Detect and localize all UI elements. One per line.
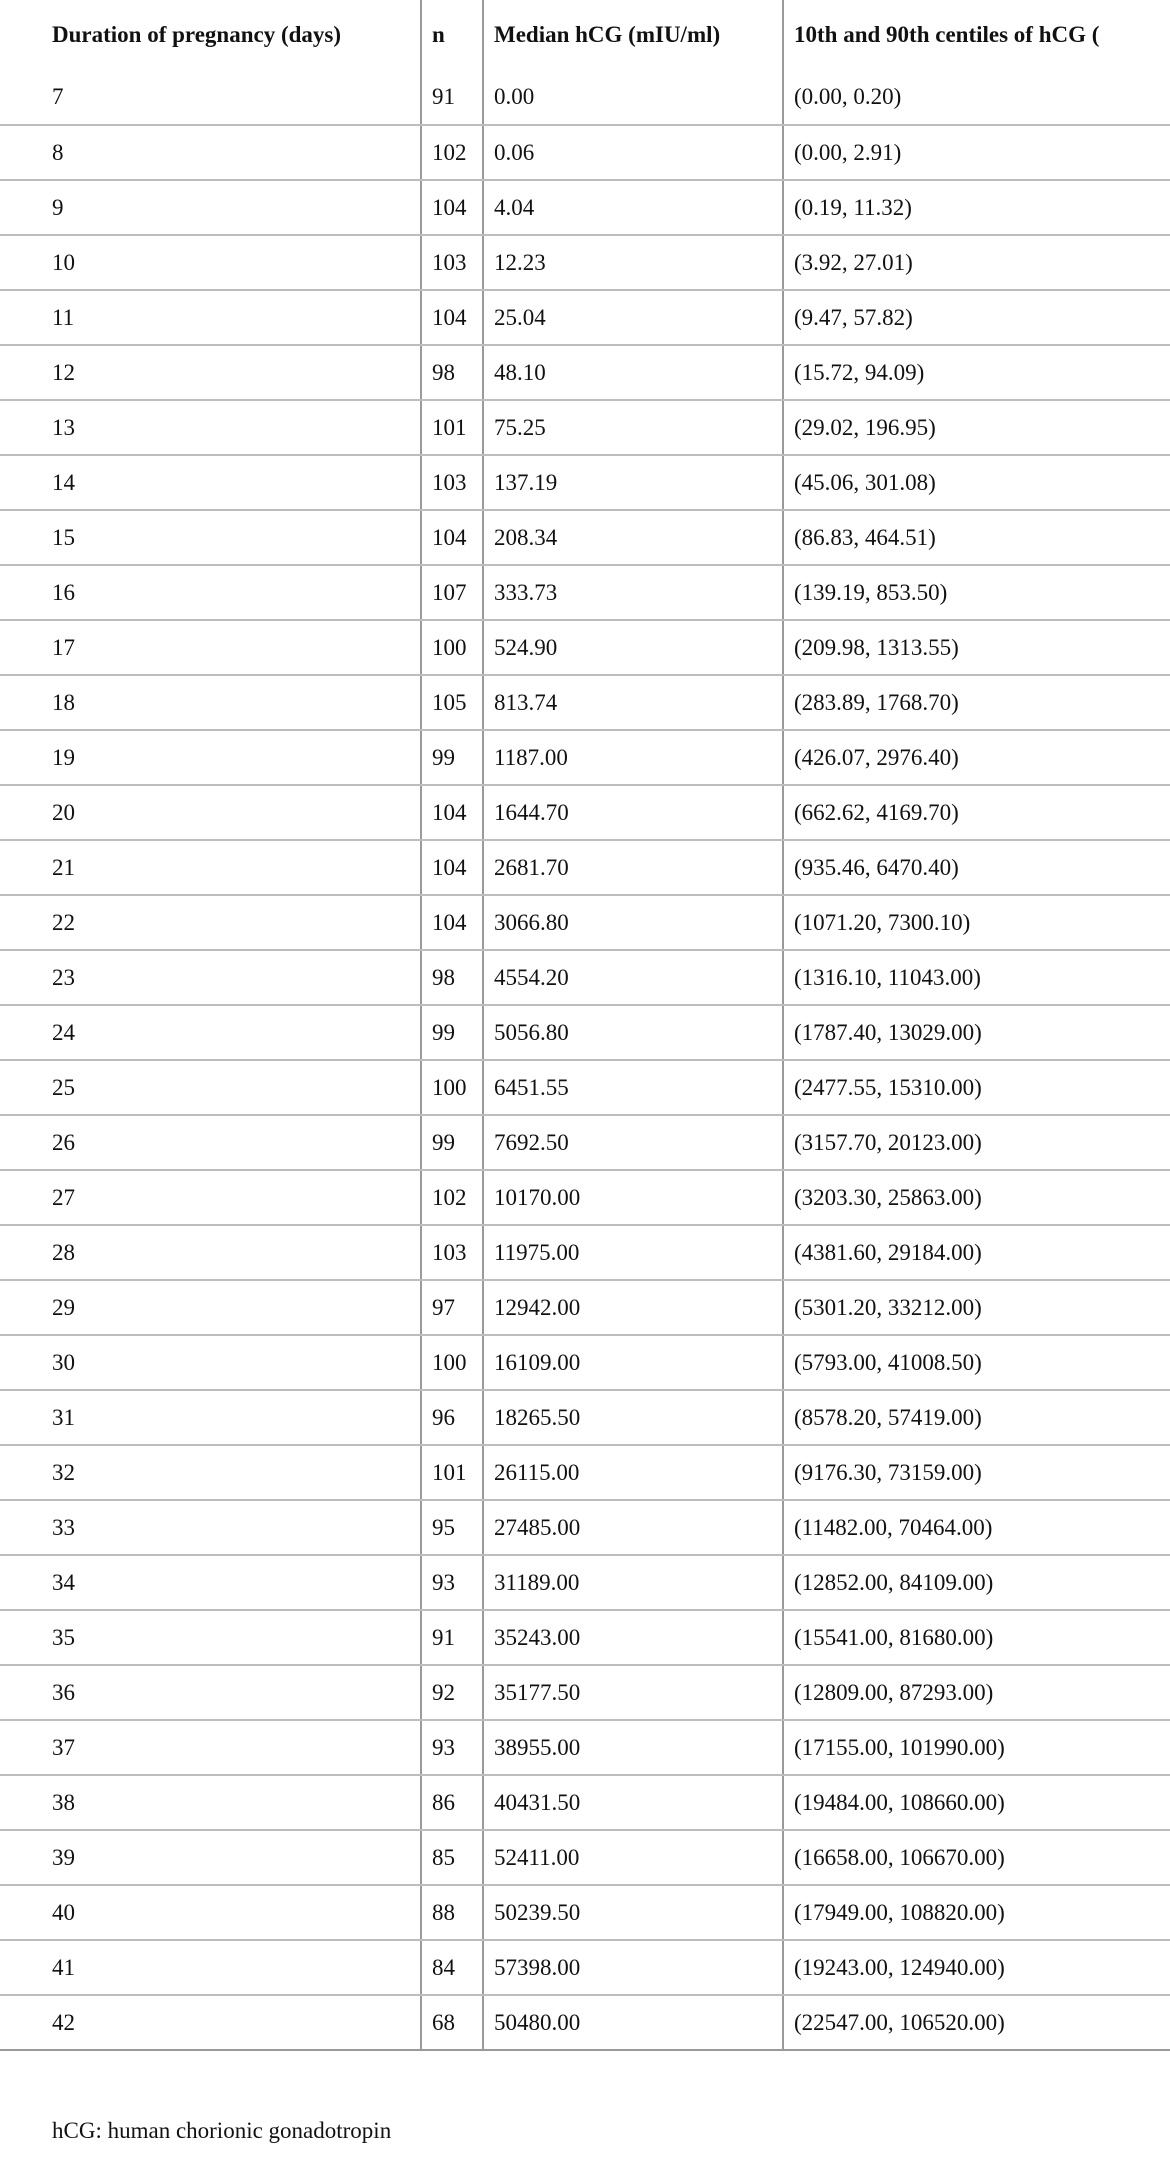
cell-duration-days: 27 <box>0 1170 421 1225</box>
cell-centiles: (12852.00, 84109.00) <box>783 1555 1170 1610</box>
cell-median-hcg: 524.90 <box>483 620 783 675</box>
cell-duration-days: 9 <box>0 180 421 235</box>
cell-centiles: (17155.00, 101990.00) <box>783 1720 1170 1775</box>
cell-centiles: (209.98, 1313.55) <box>783 620 1170 675</box>
cell-centiles: (12809.00, 87293.00) <box>783 1665 1170 1720</box>
cell-median-hcg: 75.25 <box>483 400 783 455</box>
cell-median-hcg: 11975.00 <box>483 1225 783 1280</box>
table-row <box>0 510 1170 565</box>
table-row <box>0 455 1170 510</box>
table-row <box>0 1500 1170 1555</box>
cell-duration-days: 26 <box>0 1115 421 1170</box>
cell-duration-days: 30 <box>0 1335 421 1390</box>
cell-duration-days: 7 <box>0 70 421 125</box>
cell-median-hcg: 31189.00 <box>483 1555 783 1610</box>
cell-duration-days: 35 <box>0 1610 421 1665</box>
cell-n: 99 <box>421 1115 483 1170</box>
cell-median-hcg: 38955.00 <box>483 1720 783 1775</box>
cell-n: 100 <box>421 620 483 675</box>
table-row <box>0 1115 1170 1170</box>
cell-median-hcg: 4554.20 <box>483 950 783 1005</box>
cell-median-hcg: 35177.50 <box>483 1665 783 1720</box>
cell-centiles: (139.19, 853.50) <box>783 565 1170 620</box>
table-row <box>0 1940 1170 1995</box>
cell-n: 105 <box>421 675 483 730</box>
cell-median-hcg: 26115.00 <box>483 1445 783 1500</box>
table-row <box>0 1335 1170 1390</box>
cell-median-hcg: 4.04 <box>483 180 783 235</box>
cell-centiles: (8578.20, 57419.00) <box>783 1390 1170 1445</box>
cell-centiles: (29.02, 196.95) <box>783 400 1170 455</box>
cell-median-hcg: 16109.00 <box>483 1335 783 1390</box>
cell-centiles: (15541.00, 81680.00) <box>783 1610 1170 1665</box>
cell-centiles: (1316.10, 11043.00) <box>783 950 1170 1005</box>
cell-duration-days: 23 <box>0 950 421 1005</box>
header-n: n <box>421 0 483 70</box>
cell-median-hcg: 50239.50 <box>483 1885 783 1940</box>
cell-median-hcg: 7692.50 <box>483 1115 783 1170</box>
cell-duration-days: 14 <box>0 455 421 510</box>
cell-n: 85 <box>421 1830 483 1885</box>
cell-median-hcg: 50480.00 <box>483 1995 783 2050</box>
cell-median-hcg: 0.06 <box>483 125 783 180</box>
cell-median-hcg: 40431.50 <box>483 1775 783 1830</box>
cell-duration-days: 12 <box>0 345 421 400</box>
table-row <box>0 950 1170 1005</box>
cell-n: 107 <box>421 565 483 620</box>
cell-n: 93 <box>421 1720 483 1775</box>
cell-n: 98 <box>421 950 483 1005</box>
cell-duration-days: 8 <box>0 125 421 180</box>
cell-median-hcg: 208.34 <box>483 510 783 565</box>
table-row <box>0 1060 1170 1115</box>
cell-centiles: (9176.30, 73159.00) <box>783 1445 1170 1500</box>
cell-duration-days: 37 <box>0 1720 421 1775</box>
cell-centiles: (3157.70, 20123.00) <box>783 1115 1170 1170</box>
table-row <box>0 400 1170 455</box>
cell-n: 84 <box>421 1940 483 1995</box>
table-row <box>0 565 1170 620</box>
cell-centiles: (16658.00, 106670.00) <box>783 1830 1170 1885</box>
cell-centiles: (19484.00, 108660.00) <box>783 1775 1170 1830</box>
table-row <box>0 1005 1170 1060</box>
table-row <box>0 345 1170 400</box>
cell-median-hcg: 1187.00 <box>483 730 783 785</box>
cell-duration-days: 11 <box>0 290 421 345</box>
cell-centiles: (935.46, 6470.40) <box>783 840 1170 895</box>
table-row <box>0 1445 1170 1500</box>
cell-n: 68 <box>421 1995 483 2050</box>
cell-median-hcg: 10170.00 <box>483 1170 783 1225</box>
cell-centiles: (9.47, 57.82) <box>783 290 1170 345</box>
cell-centiles: (19243.00, 124940.00) <box>783 1940 1170 1995</box>
cell-n: 91 <box>421 1610 483 1665</box>
cell-centiles: (45.06, 301.08) <box>783 455 1170 510</box>
cell-centiles: (283.89, 1768.70) <box>783 675 1170 730</box>
cell-duration-days: 39 <box>0 1830 421 1885</box>
cell-median-hcg: 35243.00 <box>483 1610 783 1665</box>
cell-n: 103 <box>421 1225 483 1280</box>
cell-duration-days: 22 <box>0 895 421 950</box>
table-row <box>0 1885 1170 1940</box>
cell-n: 95 <box>421 1500 483 1555</box>
cell-centiles: (86.83, 464.51) <box>783 510 1170 565</box>
cell-centiles: (3.92, 27.01) <box>783 235 1170 290</box>
header-duration: Duration of pregnancy (days) <box>52 22 342 47</box>
cell-centiles: (11482.00, 70464.00) <box>783 1500 1170 1555</box>
cell-centiles: (1071.20, 7300.10) <box>783 895 1170 950</box>
table-row <box>0 730 1170 785</box>
cell-median-hcg: 3066.80 <box>483 895 783 950</box>
cell-duration-days: 20 <box>0 785 421 840</box>
table-row <box>0 1775 1170 1830</box>
cell-centiles: (15.72, 94.09) <box>783 345 1170 400</box>
header-centiles: 10th and 90th centiles of hCG ( <box>783 0 1170 70</box>
cell-n: 99 <box>421 730 483 785</box>
cell-duration-days: 36 <box>0 1665 421 1720</box>
cell-centiles: (3203.30, 25863.00) <box>783 1170 1170 1225</box>
cell-n: 93 <box>421 1555 483 1610</box>
cell-duration-days: 25 <box>0 1060 421 1115</box>
table-row <box>0 125 1170 180</box>
table-row <box>0 1995 1170 2050</box>
table-row <box>0 1610 1170 1665</box>
cell-n: 91 <box>421 70 483 125</box>
cell-duration-days: 38 <box>0 1775 421 1830</box>
cell-n: 104 <box>421 290 483 345</box>
cell-duration-days: 17 <box>0 620 421 675</box>
cell-centiles: (662.62, 4169.70) <box>783 785 1170 840</box>
table-row <box>0 1390 1170 1445</box>
table-row <box>0 70 1170 125</box>
cell-median-hcg: 813.74 <box>483 675 783 730</box>
table-row <box>0 1830 1170 1885</box>
cell-n: 100 <box>421 1335 483 1390</box>
table-row <box>0 675 1170 730</box>
cell-duration-days: 41 <box>0 1940 421 1995</box>
table-row <box>0 895 1170 950</box>
cell-n: 86 <box>421 1775 483 1830</box>
cell-centiles: (1787.40, 13029.00) <box>783 1005 1170 1060</box>
cell-median-hcg: 52411.00 <box>483 1830 783 1885</box>
cell-centiles: (17949.00, 108820.00) <box>783 1885 1170 1940</box>
cell-median-hcg: 27485.00 <box>483 1500 783 1555</box>
cell-median-hcg: 12942.00 <box>483 1280 783 1335</box>
cell-duration-days: 40 <box>0 1885 421 1940</box>
cell-n: 92 <box>421 1665 483 1720</box>
table-header-row <box>0 0 1170 70</box>
cell-n: 88 <box>421 1885 483 1940</box>
table-row <box>0 1225 1170 1280</box>
cell-median-hcg: 2681.70 <box>483 840 783 895</box>
cell-centiles: (2477.55, 15310.00) <box>783 1060 1170 1115</box>
cell-duration-days: 24 <box>0 1005 421 1060</box>
cell-centiles: (0.00, 0.20) <box>783 70 1170 125</box>
cell-n: 101 <box>421 1445 483 1500</box>
cell-duration-days: 10 <box>0 235 421 290</box>
cell-n: 104 <box>421 180 483 235</box>
cell-duration-days: 29 <box>0 1280 421 1335</box>
cell-n: 99 <box>421 1005 483 1060</box>
table-row <box>0 290 1170 345</box>
cell-duration-days: 34 <box>0 1555 421 1610</box>
cell-centiles: (4381.60, 29184.00) <box>783 1225 1170 1280</box>
cell-median-hcg: 12.23 <box>483 235 783 290</box>
cell-duration-days: 28 <box>0 1225 421 1280</box>
cell-centiles: (5793.00, 41008.50) <box>783 1335 1170 1390</box>
cell-n: 101 <box>421 400 483 455</box>
cell-n: 102 <box>421 125 483 180</box>
cell-n: 98 <box>421 345 483 400</box>
cell-n: 96 <box>421 1390 483 1445</box>
cell-duration-days: 42 <box>0 1995 421 2050</box>
table-row <box>0 1555 1170 1610</box>
table-row <box>0 1280 1170 1335</box>
cell-duration-days: 21 <box>0 840 421 895</box>
header-median-hcg: Median hCG (mIU/ml) <box>483 0 783 70</box>
table-row <box>0 840 1170 895</box>
table-row <box>0 1170 1170 1225</box>
table-row <box>0 180 1170 235</box>
cell-centiles: (22547.00, 106520.00) <box>783 1995 1170 2050</box>
cell-median-hcg: 1644.70 <box>483 785 783 840</box>
cell-median-hcg: 48.10 <box>483 345 783 400</box>
cell-median-hcg: 0.00 <box>483 70 783 125</box>
cell-median-hcg: 57398.00 <box>483 1940 783 1995</box>
cell-centiles: (0.00, 2.91) <box>783 125 1170 180</box>
cell-median-hcg: 333.73 <box>483 565 783 620</box>
table-row <box>0 235 1170 290</box>
cell-duration-days: 18 <box>0 675 421 730</box>
table-row <box>0 1665 1170 1720</box>
cell-duration-days: 33 <box>0 1500 421 1555</box>
table-footnote: hCG: human chorionic gonadotropin <box>52 2118 392 2143</box>
cell-n: 103 <box>421 235 483 290</box>
cell-centiles: (0.19, 11.32) <box>783 180 1170 235</box>
cell-n: 104 <box>421 510 483 565</box>
cell-centiles: (426.07, 2976.40) <box>783 730 1170 785</box>
cell-n: 100 <box>421 1060 483 1115</box>
cell-median-hcg: 6451.55 <box>483 1060 783 1115</box>
cell-n: 103 <box>421 455 483 510</box>
cell-n: 104 <box>421 895 483 950</box>
table-row <box>0 620 1170 675</box>
cell-duration-days: 19 <box>0 730 421 785</box>
cell-n: 104 <box>421 840 483 895</box>
cell-n: 97 <box>421 1280 483 1335</box>
table-row <box>0 1720 1170 1775</box>
cell-n: 104 <box>421 785 483 840</box>
cell-median-hcg: 25.04 <box>483 290 783 345</box>
cell-n: 102 <box>421 1170 483 1225</box>
table-row <box>0 785 1170 840</box>
cell-centiles: (5301.20, 33212.00) <box>783 1280 1170 1335</box>
cell-duration-days: 15 <box>0 510 421 565</box>
cell-duration-days: 16 <box>0 565 421 620</box>
cell-duration-days: 32 <box>0 1445 421 1500</box>
cell-duration-days: 31 <box>0 1390 421 1445</box>
table-body <box>0 70 1170 2050</box>
cell-duration-days: 13 <box>0 400 421 455</box>
cell-median-hcg: 18265.50 <box>483 1390 783 1445</box>
cell-median-hcg: 137.19 <box>483 455 783 510</box>
cell-median-hcg: 5056.80 <box>483 1005 783 1060</box>
